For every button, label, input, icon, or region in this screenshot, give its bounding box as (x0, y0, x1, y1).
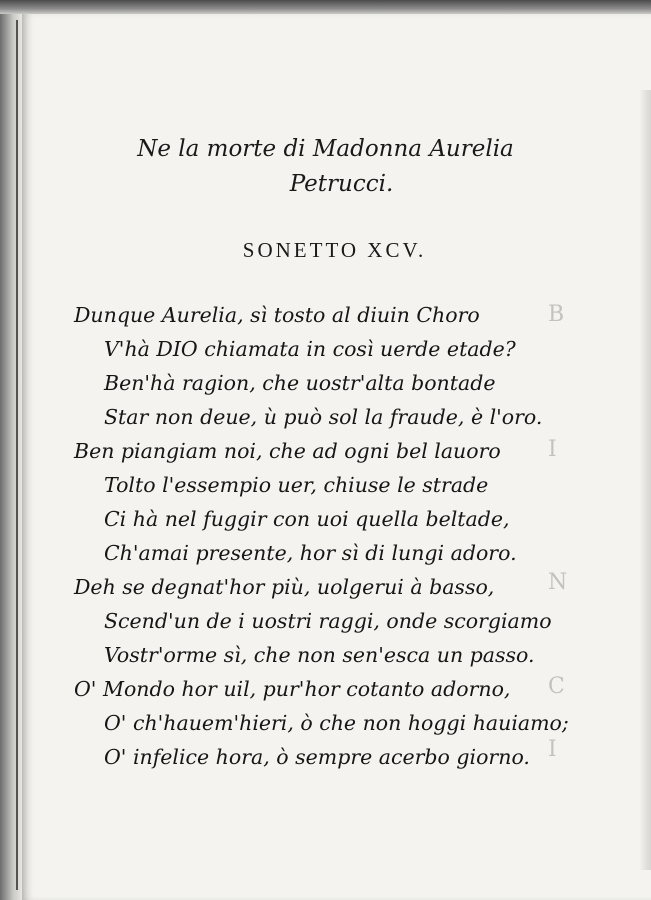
poem-line: O' infelice hora, ò sempre acerbo giorno. (104, 745, 530, 769)
right-page-edge (639, 90, 651, 870)
poem-line: Ben piangiam noi, che ad ogni bel lauoro (74, 439, 501, 463)
poem-line: Deh se degnat'hor più, uolgerui à basso, (74, 575, 495, 599)
poem-line: Star non deue, ù può sol la fraude, è l'oro. (104, 405, 543, 429)
title-line-2: Petrucci. (289, 171, 394, 197)
poem-line: Vostr'orme sì, che non sen'esca un passo. (104, 643, 535, 667)
poem-line: Ci hà nel fuggir con uoi quella beltade, (104, 507, 510, 531)
poem-line: Ch'amai presente, hor sì di lungi adoro. (104, 541, 517, 565)
poem-line: Tolto l'essempio uer, chiuse le strade (104, 473, 489, 497)
poem-line: O' ch'hauem'hieri, ò che non hoggi hauiamo; (104, 711, 569, 735)
show-through-mark: B (548, 302, 565, 327)
title-line-1: Ne la morte di Madonna Aurelia (137, 136, 514, 162)
poem-line: V'hà DIO chiamata in così uerde etade? (104, 337, 516, 361)
show-through-mark: I (548, 737, 557, 762)
poem-line: O' Mondo hor uil, pur'hor cotanto adorno, (74, 677, 511, 701)
show-through-mark: C (548, 674, 565, 699)
show-through-mark: N (548, 570, 568, 595)
sonnet-heading: SONETTO XCV. (242, 238, 427, 262)
poem-line: Ben'hà ragion, che uostr'alta bontade (104, 371, 496, 395)
poem-line: Dunque Aurelia, sì tosto al diuin Choro (74, 303, 480, 327)
sonnet-body (74, 298, 569, 774)
poem-title (0, 132, 651, 202)
poem-line: Scend'un de i uostri raggi, onde scorgiamo (104, 609, 552, 633)
show-through-mark: I (548, 437, 557, 462)
